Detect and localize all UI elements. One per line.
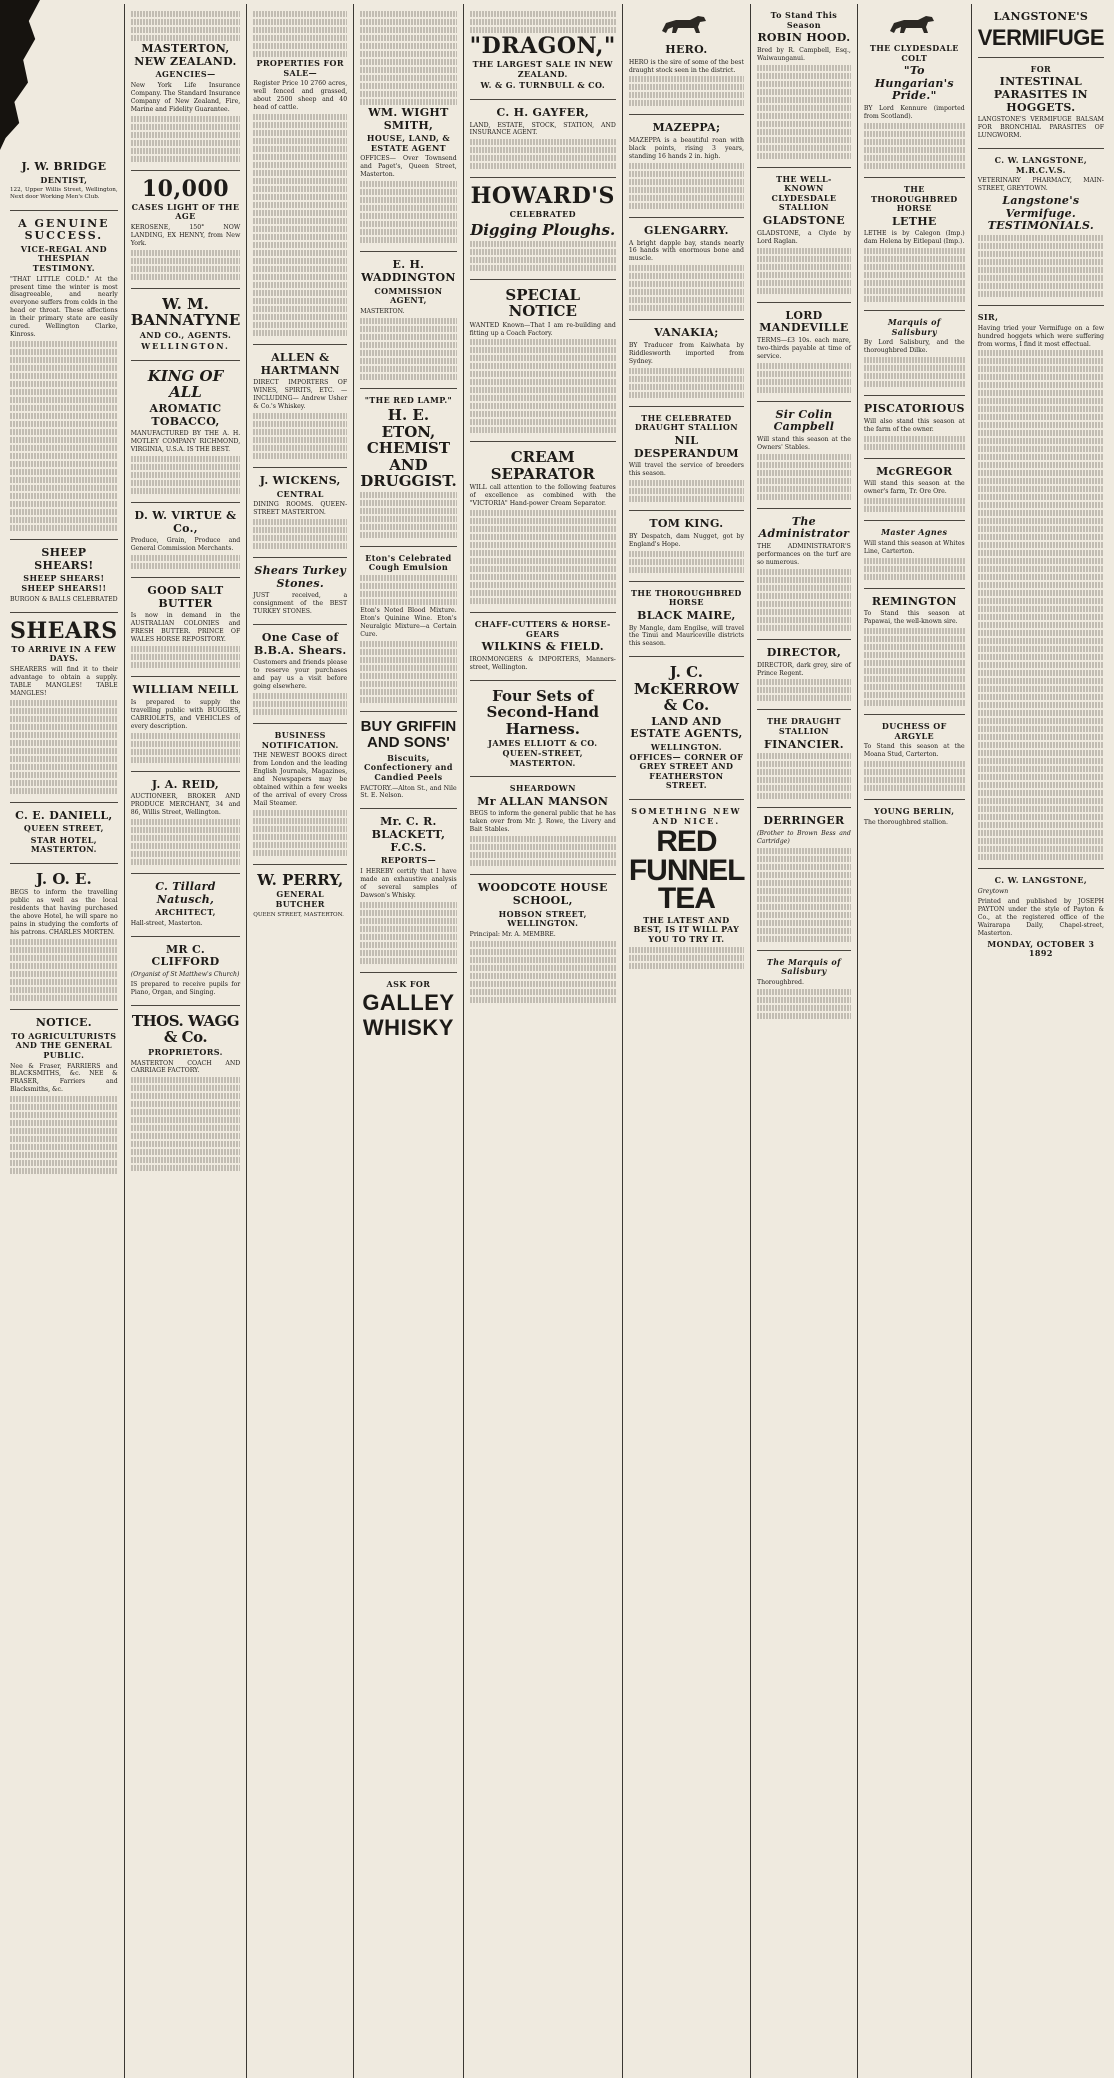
ad-heading: MR C. CLIFFORD bbox=[151, 942, 220, 969]
ad-black-maire bbox=[629, 582, 744, 658]
ad-heading: J. W. BRIDGE bbox=[21, 160, 107, 173]
ad-langstone-heading bbox=[978, 4, 1104, 58]
ad-body: BEGS to inform the general public that he has taken over from Mr. J. Rowe, the Livery and Bait Stables. bbox=[469, 810, 616, 834]
ad-subheading: HOBSON STREET, WELLINGTON. bbox=[498, 908, 587, 929]
ad-heading: Marquis of Salisbury bbox=[887, 317, 941, 337]
ad-body: BEGS to inform the travelling public as well as the local residents that having purchased the above Hotel, he will spare no pains in studying the comforts of his patrons. CHARLES MORTEN. bbox=[10, 889, 118, 937]
ad-body: By Lord Salisbury, and the thoroughbred Dilke. bbox=[863, 339, 965, 355]
ad-body: Printed and published by JOSEPH PAYTON under the style of Payton & Co., at the registered office of the Wairarapa Daily, Chapel-street, Masterton. bbox=[977, 897, 1105, 937]
ad-heading: WILLIAM NEILL bbox=[132, 683, 239, 697]
ad-heading: D. W. VIRTUE & Co., bbox=[134, 509, 237, 535]
ad-body: "THAT LITTLE COLD." At the present time the winter is most disagreeable, and nearly everyone suffers from colds in the head or throat. These affections in their primary state are easily cured. Wellington Clarke, Kinross. bbox=[10, 275, 118, 339]
ad-body: WELLINGTON. OFFICES— CORNER OF GREY STREET AND FEATHERSTON STREET. bbox=[629, 742, 744, 791]
ad-heading: RED FUNNEL TEA bbox=[628, 825, 745, 916]
ad-salt-butter bbox=[131, 578, 241, 677]
ad-heading: ASK FOR bbox=[386, 978, 431, 989]
ad-body: MAZEPPA is a beautiful roan with black points, rising 3 years, standing 16 hands 2 in. high. bbox=[628, 137, 744, 160]
ad-red-funnel-tea bbox=[629, 800, 744, 976]
ad-heading: LANGSTONE'S bbox=[993, 10, 1089, 23]
ad-subheading: GALLEY bbox=[362, 990, 455, 1016]
ad-body: Is now in demand in the AUSTRALIAN COLONIES and FRESH BUTTER. PRINCE OF WALES HORSE REPOSITORY. bbox=[130, 612, 241, 644]
ad-subheading: THE THOROUGHBRED HORSE bbox=[870, 183, 958, 214]
ad-body: Will travel the service of breeders this season. bbox=[628, 462, 744, 478]
ad-wagg bbox=[131, 1006, 241, 1179]
ad-heading: The Administrator bbox=[758, 514, 850, 541]
ad-body: New York Life Insurance Company. The Standard Insurance Company of New Zealand, Fire, Marine and Fidelity Guarantee. bbox=[130, 81, 241, 113]
ad-harness bbox=[470, 681, 616, 777]
ad-heading: "DRAGON," bbox=[469, 33, 616, 59]
ad-tom-king bbox=[629, 511, 744, 582]
ad-heading: SHEEP SHEARS! bbox=[34, 546, 94, 572]
ad-heading: SHEARS bbox=[10, 617, 118, 644]
ad-body: WILL call attention to the following features of excellence as combined with the "VICTORIA" Hand-power Cream Separator. bbox=[469, 484, 616, 508]
ad-reid bbox=[131, 772, 241, 874]
ad-business-notification bbox=[253, 724, 347, 865]
ad-body: BURGON & BALLS CELEBRATED bbox=[10, 595, 118, 603]
ad-notice-farriers bbox=[10, 1010, 118, 1182]
ad-body: H. E. ETON, CHEMIST AND DRUGGIST. bbox=[360, 406, 457, 491]
ad-heading: YOUNG BERLIN, bbox=[874, 806, 955, 817]
ad-body: JAMES ELLIOTT & CO. QUEEN-STREET, MASTERTON. bbox=[488, 738, 598, 768]
ad-heading: NOTICE. bbox=[35, 1016, 92, 1030]
ad-heading: Shears Turkey Stones. bbox=[254, 564, 347, 590]
ad-heading: VANAKIA; bbox=[654, 326, 719, 340]
ad-heading: HOWARD'S bbox=[470, 183, 615, 210]
ad-body: AUCTIONEER, BROKER AND PRODUCE MERCHANT, 34 and 86, Willis Street, Wellington. bbox=[130, 793, 241, 817]
ad-griffin bbox=[360, 712, 456, 810]
ad-body: VERMIFUGE bbox=[977, 24, 1105, 50]
ad-clifford bbox=[131, 937, 241, 1006]
ad-dentist bbox=[10, 154, 118, 211]
ad-virtue bbox=[131, 503, 241, 578]
ad-lethe bbox=[864, 178, 965, 311]
ad-masterton-nz bbox=[131, 4, 241, 171]
ad-body: HERO is the sire of some of the best draught stock seen in the district. bbox=[628, 58, 744, 74]
ad-financier bbox=[757, 710, 851, 808]
ad-wight-smith bbox=[360, 4, 456, 252]
ad-subheading: CHAFF-CUTTERS & HORSE-GEARS bbox=[474, 619, 611, 639]
ad-marquis bbox=[864, 311, 965, 396]
ad-body: LAND, ESTATE, STOCK, STATION, AND INSURANCE AGENT. bbox=[469, 121, 616, 137]
ad-galley-whisky bbox=[360, 973, 456, 1048]
ad-clydesdale-colt bbox=[864, 4, 965, 178]
ad-body: WHISKY bbox=[362, 1015, 454, 1041]
ad-body: JUST received, a consignment of the BEST TURKEY STONES. bbox=[253, 592, 348, 616]
ad-howards-ploughs bbox=[470, 178, 616, 279]
ad-subheading: PROPRIETORS. bbox=[148, 1046, 223, 1057]
ad-body: Register Price 10 2760 acres, well fenced and grassed, about 2500 sheep and 40 head of cattle. bbox=[253, 80, 348, 111]
ad-body: THE ADMINISTRATOR'S performances on the turf are so numerous. bbox=[756, 543, 851, 566]
ad-heading: MAZEPPA; bbox=[652, 121, 721, 135]
ad-hero bbox=[629, 4, 744, 115]
ad-allen-hartmann bbox=[253, 345, 347, 468]
ad-subheading: THE CELEBRATED DRAUGHT STALLION bbox=[634, 412, 738, 433]
ad-mazeppa bbox=[629, 115, 744, 217]
ad-heading: WOODCOTE HOUSE SCHOOL, bbox=[477, 881, 608, 907]
ad-subheading: VICE-REGAL AND THESPIAN TESTIMONY. bbox=[20, 243, 107, 274]
ad-kerosene bbox=[131, 171, 241, 289]
ad-testimonials bbox=[978, 306, 1104, 869]
ad-subheading: SOMETHING NEW AND NICE. bbox=[631, 806, 742, 826]
ad-heading: KING OF ALL bbox=[147, 366, 224, 402]
ad-body: IRONMONGERS & IMPORTERS, Manners-street, Wellington. bbox=[469, 656, 616, 672]
ad-perry bbox=[253, 865, 347, 927]
ad-sir-colin bbox=[757, 402, 851, 509]
ad-subheading: GENERAL BUTCHER bbox=[275, 889, 325, 910]
ad-body: To Stand this season at the Moana Stud, Carterton. bbox=[863, 743, 965, 759]
ad-heading: DUCHESS OF ARGYLE bbox=[881, 721, 947, 741]
ad-heading: WM. WIGHT SMITH, bbox=[368, 106, 449, 132]
ad-subheading: Mr ALLAN MANSON bbox=[477, 794, 609, 808]
ad-heading: HERO. bbox=[665, 42, 708, 56]
ad-body: Principal: Mr. A. MEMBRE. bbox=[469, 930, 556, 938]
ad-subheading: Greytown bbox=[977, 888, 1009, 896]
ad-heading: W. M. BANNATYNE bbox=[130, 294, 241, 330]
ad-properties bbox=[253, 4, 347, 345]
ad-heading: ROBIN HOOD. bbox=[757, 31, 851, 45]
ad-body: Digging Ploughs. bbox=[470, 221, 616, 240]
column-1 bbox=[4, 4, 125, 2078]
ad-dragon bbox=[470, 4, 616, 100]
ad-heading: PISCATORIOUS bbox=[863, 402, 965, 416]
ad-mckerrow bbox=[629, 657, 744, 800]
ad-body: LETHE is by Calegon (Imp.) dam Helena by Eitlepaul (Imp.). bbox=[863, 230, 965, 246]
ad-subheading: Biscuits, Confectionery and Candied Peels bbox=[363, 752, 453, 782]
ad-heading: BLACK MAIRE, bbox=[637, 608, 736, 622]
ad-heading: C. W. LANGSTONE, bbox=[994, 875, 1088, 886]
ad-derringer bbox=[757, 808, 851, 951]
ad-body: MASTERTON. bbox=[360, 307, 405, 315]
ad-heading: LETHE bbox=[892, 214, 937, 228]
column-8 bbox=[858, 4, 972, 2078]
ad-body: DINING ROOMS. QUEEN-STREET MASTERTON. bbox=[253, 501, 348, 517]
ad-heading: C. Tillard Natusch, bbox=[155, 880, 216, 906]
ad-heading: ALLEN & HARTMANN bbox=[260, 350, 340, 377]
ad-subheading: To Stand This Season bbox=[770, 10, 838, 30]
ad-body: Eton's Noted Blood Mixture. Eton's Quinine Wine. Eton's Neuralgic Mixture—a Certain Cure. bbox=[360, 606, 457, 638]
ad-sheep-shears bbox=[10, 540, 118, 612]
ad-subheading: ARCHITECT, bbox=[155, 907, 216, 918]
ad-body: 122, Upper Willis Street, Wellington, Next door Working Men's Club. bbox=[10, 187, 118, 201]
ad-heading: MASTERTON, NEW ZEALAND. bbox=[134, 42, 237, 68]
ad-heading: J. C. McKERROW & Co. bbox=[633, 663, 739, 715]
ad-star-hotel bbox=[10, 864, 118, 1010]
ad-piscatorious bbox=[864, 396, 965, 459]
ad-heading: A GENUINE SUCCESS. bbox=[18, 216, 110, 243]
ad-body: QUEEN STREET, MASTERTON. bbox=[253, 911, 344, 918]
ad-body: To Stand this season at Papawai, the well-known sire. bbox=[863, 610, 965, 626]
ad-heading: J. O. E. bbox=[36, 869, 92, 888]
ad-master-agnes bbox=[864, 521, 965, 588]
ad-body: A bright dapple bay, stands nearly 16 hands with enormous bone and muscle. bbox=[628, 239, 744, 263]
ad-body: Customers and friends please to reserve your purchases and pay us a visit before going elsewhere. bbox=[253, 659, 348, 691]
ad-special-notice bbox=[470, 280, 616, 443]
ad-subheading: THE LARGEST SALE IN NEW ZEALAND. bbox=[472, 59, 613, 79]
ad-heading: BUSINESS NOTIFICATION. bbox=[261, 730, 339, 750]
column-5 bbox=[464, 4, 623, 2078]
ad-body: BY Traducer from Kaiwhata by Riddlesworth imported from Sydney. bbox=[628, 342, 744, 365]
ad-heading: J. A. REID, bbox=[151, 777, 220, 791]
ad-subheading: THE CLYDESDALE COLT bbox=[869, 42, 959, 63]
ad-body: DIRECT IMPORTERS OF WINES, SPIRITS, ETC. —INCLUDING— Andrew Usher & Co.'s Whiskey. bbox=[253, 379, 348, 411]
ad-body: Produce, Grain, Produce and General Commission Merchants. bbox=[130, 537, 241, 553]
ad-gayfer bbox=[470, 100, 616, 179]
ad-vanakia bbox=[629, 320, 744, 406]
ad-heading: THOS. WAGG & Co. bbox=[131, 1011, 240, 1047]
ad-body: W. & G. TURNBULL & CO. bbox=[480, 80, 606, 91]
ad-body: FACTORY.—Alton St., and Nile St. E. Nelson. bbox=[360, 784, 457, 800]
ad-heading: FOR bbox=[1030, 63, 1052, 74]
ad-genuine-success bbox=[10, 211, 118, 541]
ad-body: DIRECTOR, dark grey, sire of Prince Regent. bbox=[756, 661, 851, 677]
ad-heading: SPECIAL NOTICE bbox=[505, 285, 581, 321]
ad-heading: Eton's Celebrated Cough Emulsion bbox=[365, 552, 452, 573]
ad-subheading: AROMATIC TOBACCO, bbox=[149, 401, 222, 428]
ad-lord-mandeville bbox=[757, 303, 851, 402]
ad-subheading: TO AGRICULTURISTS AND THE GENERAL PUBLIC. bbox=[11, 1030, 117, 1060]
ad-wilkins-field bbox=[470, 613, 616, 681]
ad-shears bbox=[10, 613, 118, 803]
ad-heading: FINANCIER. bbox=[763, 737, 844, 751]
ad-body: Nee & Fraser, FARRIERS and BLACKSMITHS, &c. NEE & FRASER, Farriers and Blacksmiths, &c. bbox=[10, 1062, 118, 1094]
ad-body: KEROSENE, 150° NOW LANDING, EX HENNY, from New York. bbox=[130, 223, 241, 247]
ad-subheading: VETERINARY PHARMACY, MAIN-STREET, GREYTOWN. bbox=[977, 177, 1105, 193]
ad-body: Will stand this season at Whites Line, Carterton. bbox=[863, 539, 965, 555]
ad-heading: GLENGARRY. bbox=[644, 223, 729, 237]
ad-heading: The Marquis of Salisbury bbox=[766, 956, 841, 977]
ad-heading: REMINGTON bbox=[871, 594, 957, 608]
ad-heading: C. E. DANIELL, bbox=[15, 808, 113, 822]
ad-heading: Four Sets of Second-Hand Harness. bbox=[486, 686, 599, 738]
ad-heading: CREAM SEPARATOR bbox=[490, 448, 595, 483]
ad-body: WANTED Known—That I am re-building and fitting up a Coach Factory. bbox=[469, 321, 616, 337]
ad-heading: C. H. GAYFER, bbox=[496, 105, 590, 119]
ad-duchess-argyle bbox=[864, 715, 965, 800]
ad-body: THE NEWEST BOOKS direct from London and the leading English Journals, Magazines, and Newspapers may be obtained within a few weeks of the arrival of every Cross Mail Steamer. bbox=[253, 752, 348, 808]
ad-waddington bbox=[360, 252, 456, 388]
publication-date: MONDAY, OCTOBER 3 1892 bbox=[987, 938, 1095, 959]
ad-body: Hall-street, Masterton. bbox=[130, 919, 203, 927]
ad-subheading: CELEBRATED bbox=[509, 209, 576, 220]
ad-bba-shears bbox=[253, 625, 347, 724]
ad-daniell bbox=[10, 803, 118, 864]
ad-body: (Brother to Brown Bess and Cartridge) bbox=[756, 829, 851, 845]
ad-body: Will also stand this season at the farm of the owner. bbox=[863, 417, 965, 433]
ad-body: SHEARERS will find it to their advantage to obtain a supply. TABLE MANGLES! TABLE MANGLES! bbox=[10, 665, 118, 697]
ad-body: STAR HOTEL, MASTERTON. bbox=[30, 834, 97, 855]
ad-administrator bbox=[757, 509, 851, 640]
ad-woodcote bbox=[470, 875, 616, 1010]
ad-heading: TOM KING. bbox=[649, 517, 724, 531]
ad-subheading: HOUSE, LAND, & ESTATE AGENT bbox=[366, 133, 450, 153]
ad-young-berlin bbox=[864, 800, 965, 835]
ad-subheading: QUEEN STREET, bbox=[23, 823, 104, 834]
ad-body: OFFICES— Over Townsend and Paget's, Queen Street, Masterton. bbox=[360, 155, 457, 179]
column-4 bbox=[354, 4, 463, 2078]
ad-subheading: REPORTS— bbox=[380, 855, 437, 866]
horse-illustration bbox=[884, 11, 944, 37]
ad-heading: McGREGOR bbox=[876, 464, 953, 478]
ad-heading: J. WICKENS, bbox=[259, 473, 341, 487]
ad-body: TERMS—£3 10s. each mare, two-thirds payable at time of service. bbox=[756, 336, 851, 360]
ad-body: GLADSTONE, a Clyde by Lord Raglan. bbox=[756, 229, 851, 245]
ad-heading: "To Hungarian's Pride." bbox=[874, 64, 954, 103]
ad-langstone-pharmacy bbox=[978, 149, 1104, 306]
ad-subheading: AND CO., AGENTS. bbox=[139, 329, 232, 340]
ad-gladstone bbox=[757, 168, 851, 303]
ad-bannatyne bbox=[131, 289, 241, 361]
ad-blackett bbox=[360, 809, 456, 972]
ad-subheading: TO ARRIVE IN A FEW DAYS. bbox=[11, 643, 117, 664]
ad-heading: BUY GRIFFIN AND SONS' bbox=[360, 717, 457, 752]
ad-heading: SIR, bbox=[977, 312, 999, 323]
ad-mcgregor bbox=[864, 459, 965, 522]
ad-heading: Mr. C. R. BLACKETT, F.C.S. bbox=[371, 815, 446, 854]
ad-heading: DERRINGER bbox=[763, 814, 845, 828]
ad-cream-separator bbox=[470, 442, 616, 613]
ad-marquis-salisbury bbox=[757, 951, 851, 1027]
ad-heading: GOOD SALT BUTTER bbox=[147, 584, 224, 610]
ad-body: Having tried your Vermifuge on a few hundred hoggets which were suffering from worms, I find it most effectual. bbox=[977, 324, 1105, 348]
ad-imprint bbox=[978, 869, 1104, 966]
ad-body: LANGSTONE'S VERMIFUGE BALSAM FOR BRONCHIAL PARASITES OF LUNGWORM. bbox=[977, 116, 1105, 140]
ad-body: Langstone's Vermifuge. TESTIMONIALS. bbox=[987, 194, 1095, 233]
ad-heading: Sir Colin Campbell bbox=[773, 407, 835, 434]
ad-glengarry bbox=[629, 218, 744, 320]
ad-body: BY Lord Kennure (imported from Scotland). bbox=[863, 105, 965, 120]
ad-heading: LORD MANDEVILLE bbox=[759, 308, 849, 335]
ad-wickens bbox=[253, 468, 347, 558]
ad-heading: NIL DESPERANDUM bbox=[633, 434, 739, 460]
ad-natusch bbox=[131, 874, 241, 937]
ad-body: MANUFACTURED BY THE A. H. MOTLEY COMPANY RICHMOND, VIRGINIA, U.S.A. IS THE BEST. bbox=[130, 430, 241, 454]
ad-heading: "THE RED LAMP." bbox=[364, 394, 453, 405]
ad-body: The thoroughbred stallion. bbox=[863, 818, 948, 826]
ad-heading: 10,000 bbox=[141, 175, 230, 202]
ad-subheading: THE WELL-KNOWN CLYDESDALE STALLION bbox=[771, 173, 837, 213]
ad-body: Will stand this season at the owner's farm, Tr. Ore Ore. bbox=[863, 480, 965, 496]
ad-body: Will stand this season at the Owners' Stables. bbox=[756, 435, 851, 451]
ad-heading: W. PERRY, bbox=[257, 870, 344, 889]
ad-heading: One Case of B.B.A. Shears. bbox=[253, 631, 347, 657]
ad-body: THE DRAUGHT STALLION bbox=[766, 716, 841, 737]
ad-body: I HEREBY certify that I have made an exhaustive analysis of several samples of Dawson's Whisky. bbox=[360, 867, 457, 899]
ad-subheading: INTESTINAL PARASITES IN HOGGETS. bbox=[993, 75, 1088, 114]
ad-body: Bred by R. Campbell, Esq., Waiwaunganui. bbox=[756, 46, 851, 62]
ad-red-lamp bbox=[360, 389, 456, 547]
ad-body: Thoroughbred. bbox=[756, 978, 804, 986]
ad-robin-hood bbox=[757, 4, 851, 168]
ad-body: Is prepared to supply the travelling public with BUGGIES, CABRIOLETS, and VEHICLES of every description. bbox=[130, 698, 241, 730]
ad-subheading: COMMISSION AGENT, bbox=[374, 285, 443, 306]
ad-turkey-stones bbox=[253, 558, 347, 625]
ad-tobacco bbox=[131, 361, 241, 503]
ad-body: By Mangle, dam Engilse, will travel the Tinui and Mauriceville districts this season. bbox=[628, 624, 744, 648]
ad-subheading: DENTIST, bbox=[40, 174, 88, 185]
column-6 bbox=[623, 4, 751, 2078]
ad-nil-desperandum bbox=[629, 407, 744, 511]
ad-body: WELLINGTON. bbox=[141, 341, 230, 352]
ad-subheading: THE THOROUGHBRED HORSE bbox=[631, 587, 742, 608]
ad-heading: SHEARDOWN bbox=[509, 783, 576, 794]
column-3 bbox=[247, 4, 354, 2078]
ad-neill bbox=[131, 677, 241, 771]
ad-heading: WILKINS & FIELD. bbox=[481, 640, 604, 654]
ad-eton-remedies bbox=[360, 547, 456, 712]
ad-body: THE LATEST AND BEST, IS IT WILL PAY YOU TO TRY IT. bbox=[633, 914, 740, 944]
ad-subheading: LAND AND ESTATE AGENTS, bbox=[630, 714, 743, 741]
ad-heading: E. H. WADDINGTON bbox=[361, 258, 456, 284]
column-9 bbox=[972, 4, 1110, 2078]
ad-heading: PROPERTIES FOR SALE— bbox=[256, 58, 344, 78]
ad-heading: GLADSTONE bbox=[762, 214, 845, 228]
ad-heading: Master Agnes bbox=[881, 527, 948, 538]
ad-subheading: AGENCIES— bbox=[155, 69, 216, 80]
ad-subheading: CENTRAL bbox=[276, 488, 324, 499]
column-7 bbox=[751, 4, 858, 2078]
ad-subheading: (Organist of St Matthew's Church) bbox=[130, 971, 240, 979]
ad-body: IS prepared to receive pupils for Piano, Organ, and Singing. bbox=[130, 981, 241, 996]
ad-heading: C. W. LANGSTONE, M.R.C.V.S. bbox=[994, 155, 1088, 175]
ad-subheading: CASES LIGHT OF THE AGE bbox=[131, 201, 240, 222]
ad-remington bbox=[864, 589, 965, 716]
ad-langstone-intestinal bbox=[978, 58, 1104, 149]
column-2 bbox=[125, 4, 248, 2078]
ad-heading: DIRECTOR, bbox=[766, 645, 842, 659]
ad-subheading: SHEEP SHEARS! SHEEP SHEARS!! bbox=[21, 573, 107, 593]
ad-manson bbox=[470, 777, 616, 875]
ad-body: MASTERTON COACH AND CARRIAGE FACTORY. bbox=[130, 1059, 241, 1075]
horse-illustration bbox=[656, 11, 716, 37]
ad-body: BY Despatch, dam Nugget, got by England's Hope. bbox=[628, 532, 744, 548]
ad-director bbox=[757, 640, 851, 711]
